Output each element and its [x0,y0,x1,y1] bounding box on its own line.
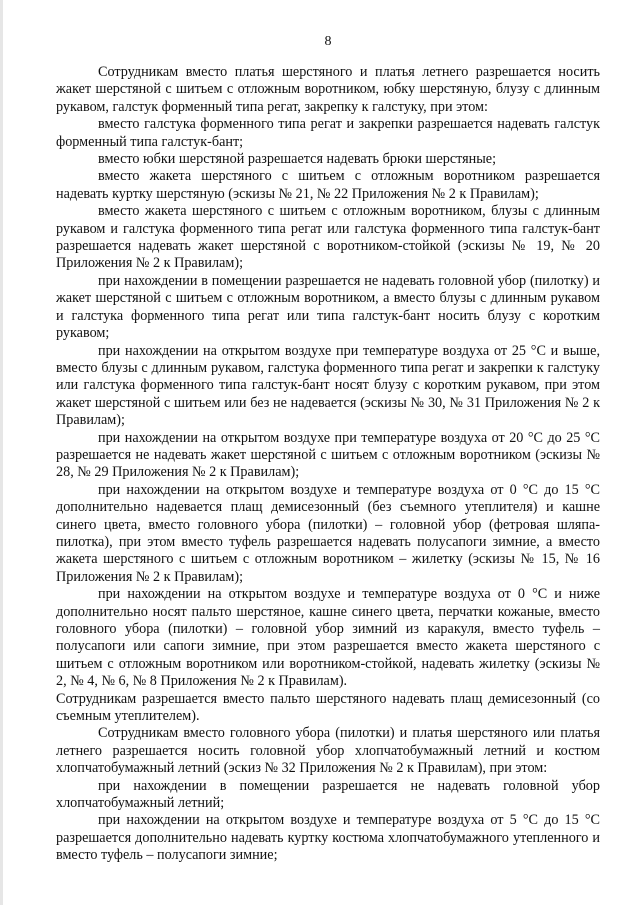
paragraph: при нахождении на открытом воздухе при температуре воздуха от 20 °С до 25 °С разрешается не надевать жакет шерстяной с шитьем с отложным воротником (эскизы № 28, № 29 Приложения № 2 к Правилам); [56,429,600,481]
paragraph: при нахождении на открытом воздухе и температуре воздуха от 0 °С и ниже дополнительно носят пальто шерстяное, кашне синего цвета, перчатки кожаные, вместо головного убора (пилотки) – головной убор зимний из каракуля, вместо туфель – полусапоги или сапоги зимние, при этом разрешается вместо жакета шерстяного с шитьем с отложным воротником или воротником-стойкой, надевать жилетку (эскизы № 2, № 4, № 6, № 8 Приложения № 2 к Правилам). [56,586,600,690]
paragraph: вместо жакета шерстяного с шитьем с отложным воротником, блузы с длинным рукавом и галстука форменного типа регат или галстука форменного типа галстук-бант разрешается надевать жакет шерстяной с воротником-стойкой (эскизы № 19, № 20 Приложения № 2 к Правилам); [56,203,600,272]
body-text [56,64,600,865]
paragraph: вместо жакета шерстяного с шитьем с отложным воротником разрешается надевать куртку шерстяную (эскизы № 21, № 22 Приложения № 2 к Правилам); [56,168,600,202]
paragraph: при нахождении в помещении разрешается не надевать головной убор хлопчатобумажный летний; [56,777,600,812]
paragraph: при нахождении на открытом воздухе и температуре воздуха от 0 °С до 15 °С дополнительно надевается плащ демисезонный (без съемного утеплителя) и кашне синего цвета, вместо головного убора (пилотки) – головной убор (фетровая шляпа-пилотка), при этом вместо туфель разрешается надевать полусапоги зимние, а вместо жакета шерстяного с шитьем с отложным воротником – жилетку (эскизы № 15, № 16 Приложения № 2 к Правилам); [56,481,600,585]
paragraph: вместо юбки шерстяной разрешается надевать брюки шерстяные; [98,151,497,168]
paragraph: вместо галстука форменного типа регат и закрепки разрешается надевать галстук форменный типа галстук-бант; [56,116,600,150]
paragraph: Сотрудникам вместо платья шерстяного и платья летнего разрешается носить жакет шерстяной с шитьем с отложным воротником, юбку шерстяную, блузу с длинным рукавом, галстук форменный типа регат, закрепку к галстуку, при этом: [56,64,600,115]
paragraph: Сотрудникам вместо головного убора (пилотки) и платья шерстяного или платья летнего разрешается носить головной убор хлопчатобумажный летний и костюм хлопчатобумажный летний (эскиз № 32 Приложения № 2 к Правилам), при этом: [56,725,600,777]
scan-edge [0,0,3,905]
paragraph: при нахождении в помещении разрешается не надевать головной убор (пилотку) и жакет шерстяной с шитьем с отложным воротником, а вместо блузы с длинным рукавом и галстука форменного типа регат или типа галстук-бант носить блузу с коротким рукавом; [56,272,600,342]
page-number: 8 [324,34,332,49]
paragraph: Сотрудникам разрешается вместо пальто шерстяного надевать плащ демисезонный (со съемным утеплителем). [56,690,600,725]
paragraph: при нахождении на открытом воздухе и температуре воздуха от 5 °С до 15 °С разрешается дополнительно надевать куртку костюма хлопчатобумажного утепленного и вместо туфель – полусапоги зимние; [56,812,600,864]
paragraph: при нахождении на открытом воздухе при температуре воздуха от 25 °С и выше, вместо блузы с длинным рукавом, галстука форменного типа регат и закрепки к галстуку или галстука форменного типа галстук-бант носят блузу с коротким рукавом, при этом жакет шерстяной с шитьем или без не надевается (эскизы № 30, № 31 Приложения № 2 к Правилам); [56,342,600,429]
